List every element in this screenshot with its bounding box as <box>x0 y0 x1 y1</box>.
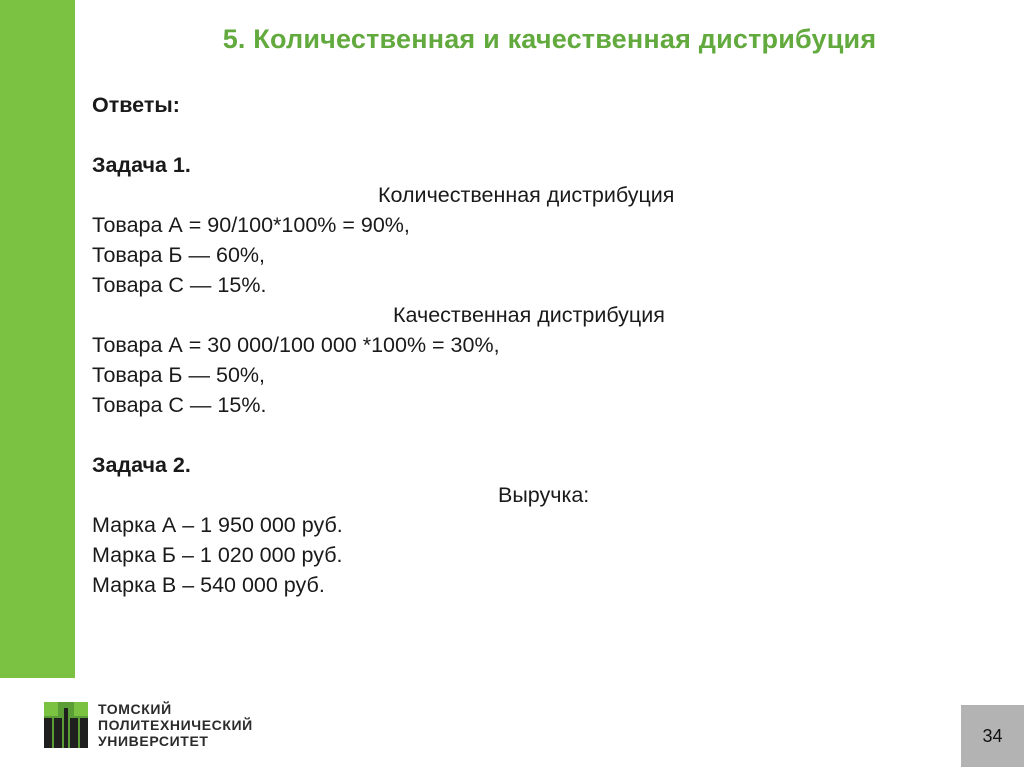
revenue-line: Марка В – 540 000 руб. <box>92 573 325 597</box>
quant-line: Товара С — 15%. <box>92 273 267 297</box>
left-green-bar <box>0 0 75 678</box>
logo-line: ТОМСКИЙ <box>98 701 172 717</box>
quant-heading: Количественная дистрибуция <box>378 183 675 207</box>
qual-line: Товара Б — 50%, <box>92 363 265 387</box>
revenue-line: Марка А – 1 950 000 руб. <box>92 513 343 537</box>
logo-line: ПОЛИТЕХНИЧЕСКИЙ <box>98 717 253 733</box>
page-number-box <box>961 705 1024 767</box>
revenue-line: Марка Б – 1 020 000 руб. <box>92 543 343 567</box>
tpu-logo-icon <box>44 702 88 748</box>
qual-heading: Качественная дистрибуция <box>393 303 665 327</box>
slide-title: 5. Количественная и качественная дистрибуция <box>222 24 877 54</box>
quant-line: Товара А = 90/100*100% = 90%, <box>92 213 410 237</box>
revenue-heading: Выручка: <box>498 483 590 507</box>
task1-label: Задача 1. <box>92 153 191 177</box>
quant-line: Товара Б — 60%, <box>92 243 265 267</box>
university-name <box>98 701 253 749</box>
logo-line: УНИВЕРСИТЕТ <box>98 733 209 749</box>
answers-label: Ответы: <box>92 93 180 117</box>
qual-line: Товара С — 15%. <box>92 393 267 417</box>
task2-label: Задача 2. <box>92 453 191 477</box>
page-number: 34 <box>982 725 1003 746</box>
qual-line: Товара А = 30 000/100 000 *100% = 30%, <box>92 333 500 357</box>
